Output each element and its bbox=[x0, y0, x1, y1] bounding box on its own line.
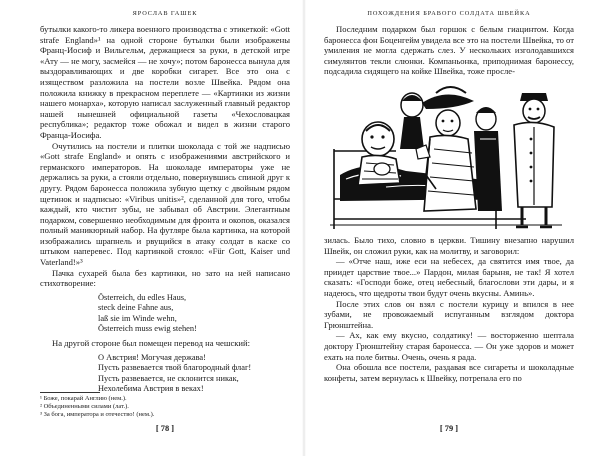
verse-line: Пусть развевается, не склонится никак, bbox=[98, 373, 239, 383]
paragraph: Она обошла все постели, раздавая все сигареты и шоколадные конфеты, затем вернулась к Швейку, потрепала его по bbox=[324, 362, 574, 383]
paragraph: Очутились на постели и плитки шоколада с той же надписью «Gott strafe England» и опять с изображениями австрийского и германского императоров. На шоколаде императоры уже не держались за руки, а стояли отдельно, повернувшись спиной друг к другу. Рядом баронесса положила зубную щетку с двойным рядом щетинок и надписью: «Viribus unitis»², сделанной для того, чтобы каждый, кто чистит зубы, не забывал об Австрии. Элегантным подарком, совершенно необходимым для фронта и окопов, оказался полный маникюрный набор. На футляре была картинка, на которой изображались шрапнель и рвущийся в атаку солдат в каске со штыком наперевес. Под картинкой стояло: «Für Gott, Kaiser und Vaterland!»³ bbox=[40, 140, 290, 268]
paragraph: Пачка сухарей была без картинки, но зато на ней написано стихотворение: bbox=[40, 267, 290, 289]
verse-line: laß sie im Winde wehn, bbox=[98, 313, 177, 323]
verse-line: steck deine Fahne aus, bbox=[98, 303, 174, 313]
paragraph: Последним подарком был горшок с белым гиацинтом. Когда баронесса фон Боценгейм увидела все это на постели Швейка, то от умиления не могла сдержать слез. У нескольких изголодавшихся симулянтов текли слюнки. Компаньонка, приподнимая баронессу, подсадила сидящего на койке Швейка, тоже просле- bbox=[324, 24, 574, 77]
running-head-title: ПОХОЖДЕНИЯ БРАВОГО СОЛДАТА ШВЕЙКА bbox=[367, 10, 531, 17]
verse-line: Österreich, du edles Haus, bbox=[98, 292, 187, 302]
footnote: ¹ Боже, покарай Англию (нем.). bbox=[40, 395, 127, 402]
illustration-baroness-visit bbox=[326, 79, 566, 231]
page-number: [ 78 ] bbox=[155, 424, 175, 433]
verse-russian bbox=[98, 353, 290, 395]
paragraph: После этих слов он взял с постели курицу и впился в нее зубами, не провожаемый испуганным взглядом доктора Грюнштейна. bbox=[324, 298, 574, 330]
verse-line: Österreich muss ewig stehen! bbox=[98, 324, 197, 334]
footnotes bbox=[40, 392, 290, 419]
right-page bbox=[304, 0, 608, 456]
footnote-rule bbox=[40, 392, 100, 393]
right-body-text-bottom bbox=[324, 235, 574, 383]
verse-line: Пусть развевается твой благородный флаг! bbox=[98, 363, 252, 373]
paragraph: На другой стороне был помещен перевод на чешский: bbox=[52, 338, 251, 349]
paragraph: — Ах, как ему вкусно, солдатику! — восторженно шептала доктору Грюнштейну старая баронесса. — Он уже здоров и может ехать на поле битвы. Очень, очень я рада. bbox=[324, 330, 574, 362]
paragraph: бутылки какого-то ликера военного производства с этикеткой: «Gott strafe England»¹ на одной стороне бутылки были изображены Франц-Иосиф и Вильгельм, держащиеся за руки, в детской игре «Ату — не могу, засмейся — не хочу»; потом баронесса вынула для выздоравливающих и две коробки сигарет. Все это она с изяществом разложила на постели возле Швейка. Рядом она положила книжку в прекрасном переплете — «Картинки из жизни нашего монарха», которую написал заслуженный главный редактор нашей нынешней официальной газеты «Чехословацкая республика»; редактор тоже обожал и видел в жизни старого Франца-Иосифа. bbox=[40, 24, 290, 140]
verse-line: О Австрия! Могучая держава! bbox=[98, 353, 206, 363]
paragraph: зилась. Было тихо, словно в церкви. Тишину внезапно нарушил Швейк, он сложил руки, как на молитву, и заговорил: bbox=[324, 234, 574, 256]
paragraph: — «Отче наш, иже еси на небесех, да святится имя твое, да приидет царствие твое...» Пардон, милая барыня, не так! Я хотел сказать: «Господи боже, отец небесный, благослови эти дары, и я надеюсь, что щедроты твои будут очень вкусны. Аминь». bbox=[324, 256, 574, 298]
left-body-text bbox=[40, 24, 290, 395]
footnote: ² Объединенными силами (лат.). bbox=[40, 403, 129, 410]
verse-german bbox=[98, 293, 290, 335]
verse-line: Нехолебима Австрия в веках! bbox=[98, 384, 204, 394]
right-body-text-top bbox=[324, 24, 574, 77]
footnote: ³ За бога, императора и отечество! (нем.). bbox=[40, 411, 155, 418]
running-head-author: ЯРОСЛАВ ГАШЕК bbox=[132, 10, 198, 17]
page-number: [ 79 ] bbox=[439, 424, 459, 433]
